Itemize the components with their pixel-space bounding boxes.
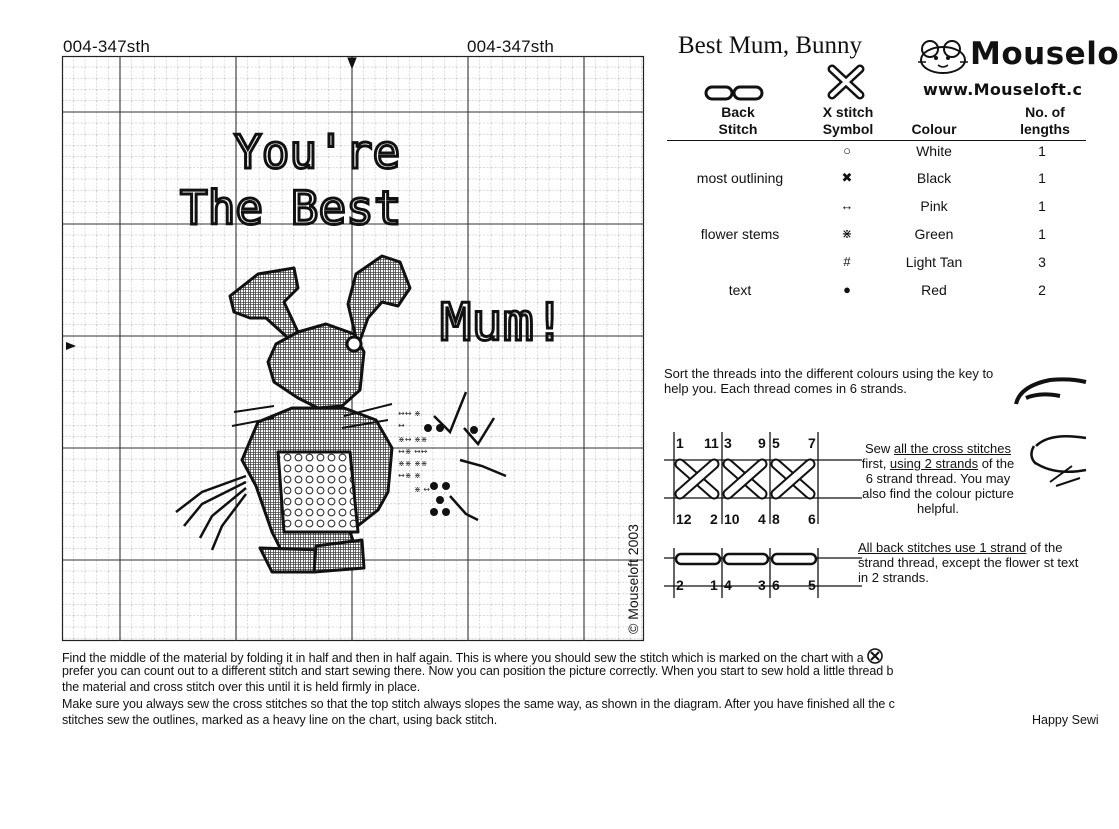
- mouse-logo-icon: [916, 38, 970, 78]
- row-back-stitch: flower stems: [700, 226, 780, 242]
- pattern-code-right: 004-347sth: [467, 37, 555, 56]
- row-colour: Red: [921, 282, 947, 298]
- cross-stitches: [680, 464, 810, 494]
- sort-instructions: Sort the threads into the different colours using the key to help you. Each thread comes in 6 strands.: [664, 366, 994, 396]
- cross-stitch-instructions: Sew all the cross stitches first, using 2 strands of the 6 strand thread. You may also find the colour picture helpful.: [861, 441, 1015, 516]
- svg-text:⋇ ↔: ⋇ ↔: [414, 485, 430, 494]
- diagram-num: 8: [772, 511, 780, 527]
- row-symbol-icon: ↔: [840, 198, 854, 213]
- svg-text:↔: ↔: [398, 421, 405, 430]
- svg-text:⋇⋇ ⋇⋇: ⋇⋇ ⋇⋇: [398, 459, 428, 468]
- row-symbol-icon: ●: [843, 282, 851, 297]
- svg-text:↔↔ ⋇: ↔↔ ⋇: [398, 409, 421, 418]
- needle-hand-icon: [1010, 366, 1086, 531]
- row-colour: White: [916, 143, 952, 159]
- diagram-num: 6: [808, 511, 816, 527]
- diagram-num: 3: [724, 435, 732, 451]
- diagram-num: 9: [758, 435, 766, 451]
- diagram-num: 10: [724, 511, 740, 527]
- row-lengths: 1: [1038, 226, 1046, 242]
- cross-stitch-chart: [62, 56, 644, 641]
- row-symbol-icon: ⋇: [841, 226, 853, 241]
- header-x-stitch: X stitch Symbol: [822, 104, 874, 137]
- design-title: Best Mum, Bunny: [678, 32, 863, 59]
- header-divider: [667, 140, 1086, 141]
- chart-text-the-best: The Best: [180, 181, 402, 235]
- bunny-tummy: [278, 452, 358, 532]
- header-lengths: No. of lengths: [1020, 104, 1070, 137]
- copyright-note: © Mouseloft 2003: [625, 524, 641, 634]
- diagram-num: 4: [758, 511, 766, 527]
- header-colour: Colour: [911, 121, 957, 137]
- brand-url: www.Mouseloft.c: [923, 80, 1083, 99]
- diagram-num: 4: [724, 577, 732, 593]
- bunny-foot-right: [314, 540, 364, 572]
- row-lengths: 2: [1038, 282, 1046, 298]
- svg-text:↔⋇ ⋇: ↔⋇ ⋇: [398, 471, 421, 480]
- diagram-num: 11: [704, 435, 719, 451]
- row-lengths: 1: [1038, 170, 1046, 186]
- diagram-num: 2: [676, 577, 684, 593]
- svg-text:⋇↔ ⋇⋇: ⋇↔ ⋇⋇: [398, 435, 428, 444]
- center-stitch-icon: [867, 648, 885, 662]
- row-colour: Pink: [920, 198, 948, 214]
- diagram-num: 6: [772, 577, 780, 593]
- instruction-line-5: stitches sew the outlines, marked as a heavy line on the chart, using back stitch.: [62, 713, 498, 727]
- diagram-num: 5: [808, 577, 816, 593]
- instruction-line-1: Find the middle of the material by folding it in half and then in half again. This is where you should sew the stitch which is marked on the chart with a: [62, 648, 885, 665]
- row-symbol-icon: #: [843, 254, 851, 269]
- bunny-foot-left: [260, 548, 322, 572]
- instruction-line-4: Make sure you always sew the cross stitches so that the top stitch always slopes the same way, as shown in the diagram. After you have finished all the c: [62, 697, 895, 711]
- diagram-num: 12: [676, 511, 692, 527]
- row-lengths: 1: [1038, 143, 1046, 159]
- row-lengths: 3: [1038, 254, 1046, 270]
- header-back-stitch: Back Stitch: [718, 104, 758, 137]
- bunny-eye: [347, 337, 361, 351]
- row-colour: Green: [914, 226, 954, 242]
- x-stitch-icon: [826, 63, 866, 106]
- row-symbol-icon: ✖: [841, 170, 853, 185]
- diagram-num: 3: [758, 577, 766, 593]
- instruction-line-2: prefer you can count out to a different stitch and start sewing there. Now you can position the picture correctly. When you start to sew hold a little thread b: [62, 664, 894, 678]
- diagram-num: 5: [772, 435, 780, 451]
- diagram-num: 7: [808, 435, 816, 451]
- row-lengths: 1: [1038, 198, 1046, 214]
- row-back-stitch: most outlining: [696, 170, 784, 186]
- svg-text:↔⋇ ↔↔: ↔⋇ ↔↔: [398, 447, 428, 456]
- signoff: Happy Sewi: [1032, 713, 1099, 727]
- chart-text-youre: You're: [234, 125, 401, 179]
- back-stitch-instructions: All back stitches use 1 strand of the strand thread, except the flower st text in 2 strands.: [858, 540, 1079, 585]
- diagram-num: 1: [710, 577, 718, 593]
- pattern-code-left: 004-347sth: [63, 37, 151, 56]
- row-colour: Light Tan: [905, 254, 963, 270]
- chart-text-mum: Mum!: [440, 293, 566, 353]
- row-back-stitch: text: [728, 282, 752, 298]
- brand-name: Mouselo: [970, 36, 1119, 72]
- row-colour: Black: [916, 170, 952, 186]
- stitch-diagram: [664, 428, 864, 603]
- diagram-num: 1: [676, 435, 684, 451]
- back-stitches: [676, 554, 816, 564]
- diagram-num: 2: [710, 511, 718, 527]
- instruction-line-3: the material and cross stitch over this until it is held firmly in place.: [62, 680, 421, 694]
- row-symbol-icon: ○: [843, 143, 851, 158]
